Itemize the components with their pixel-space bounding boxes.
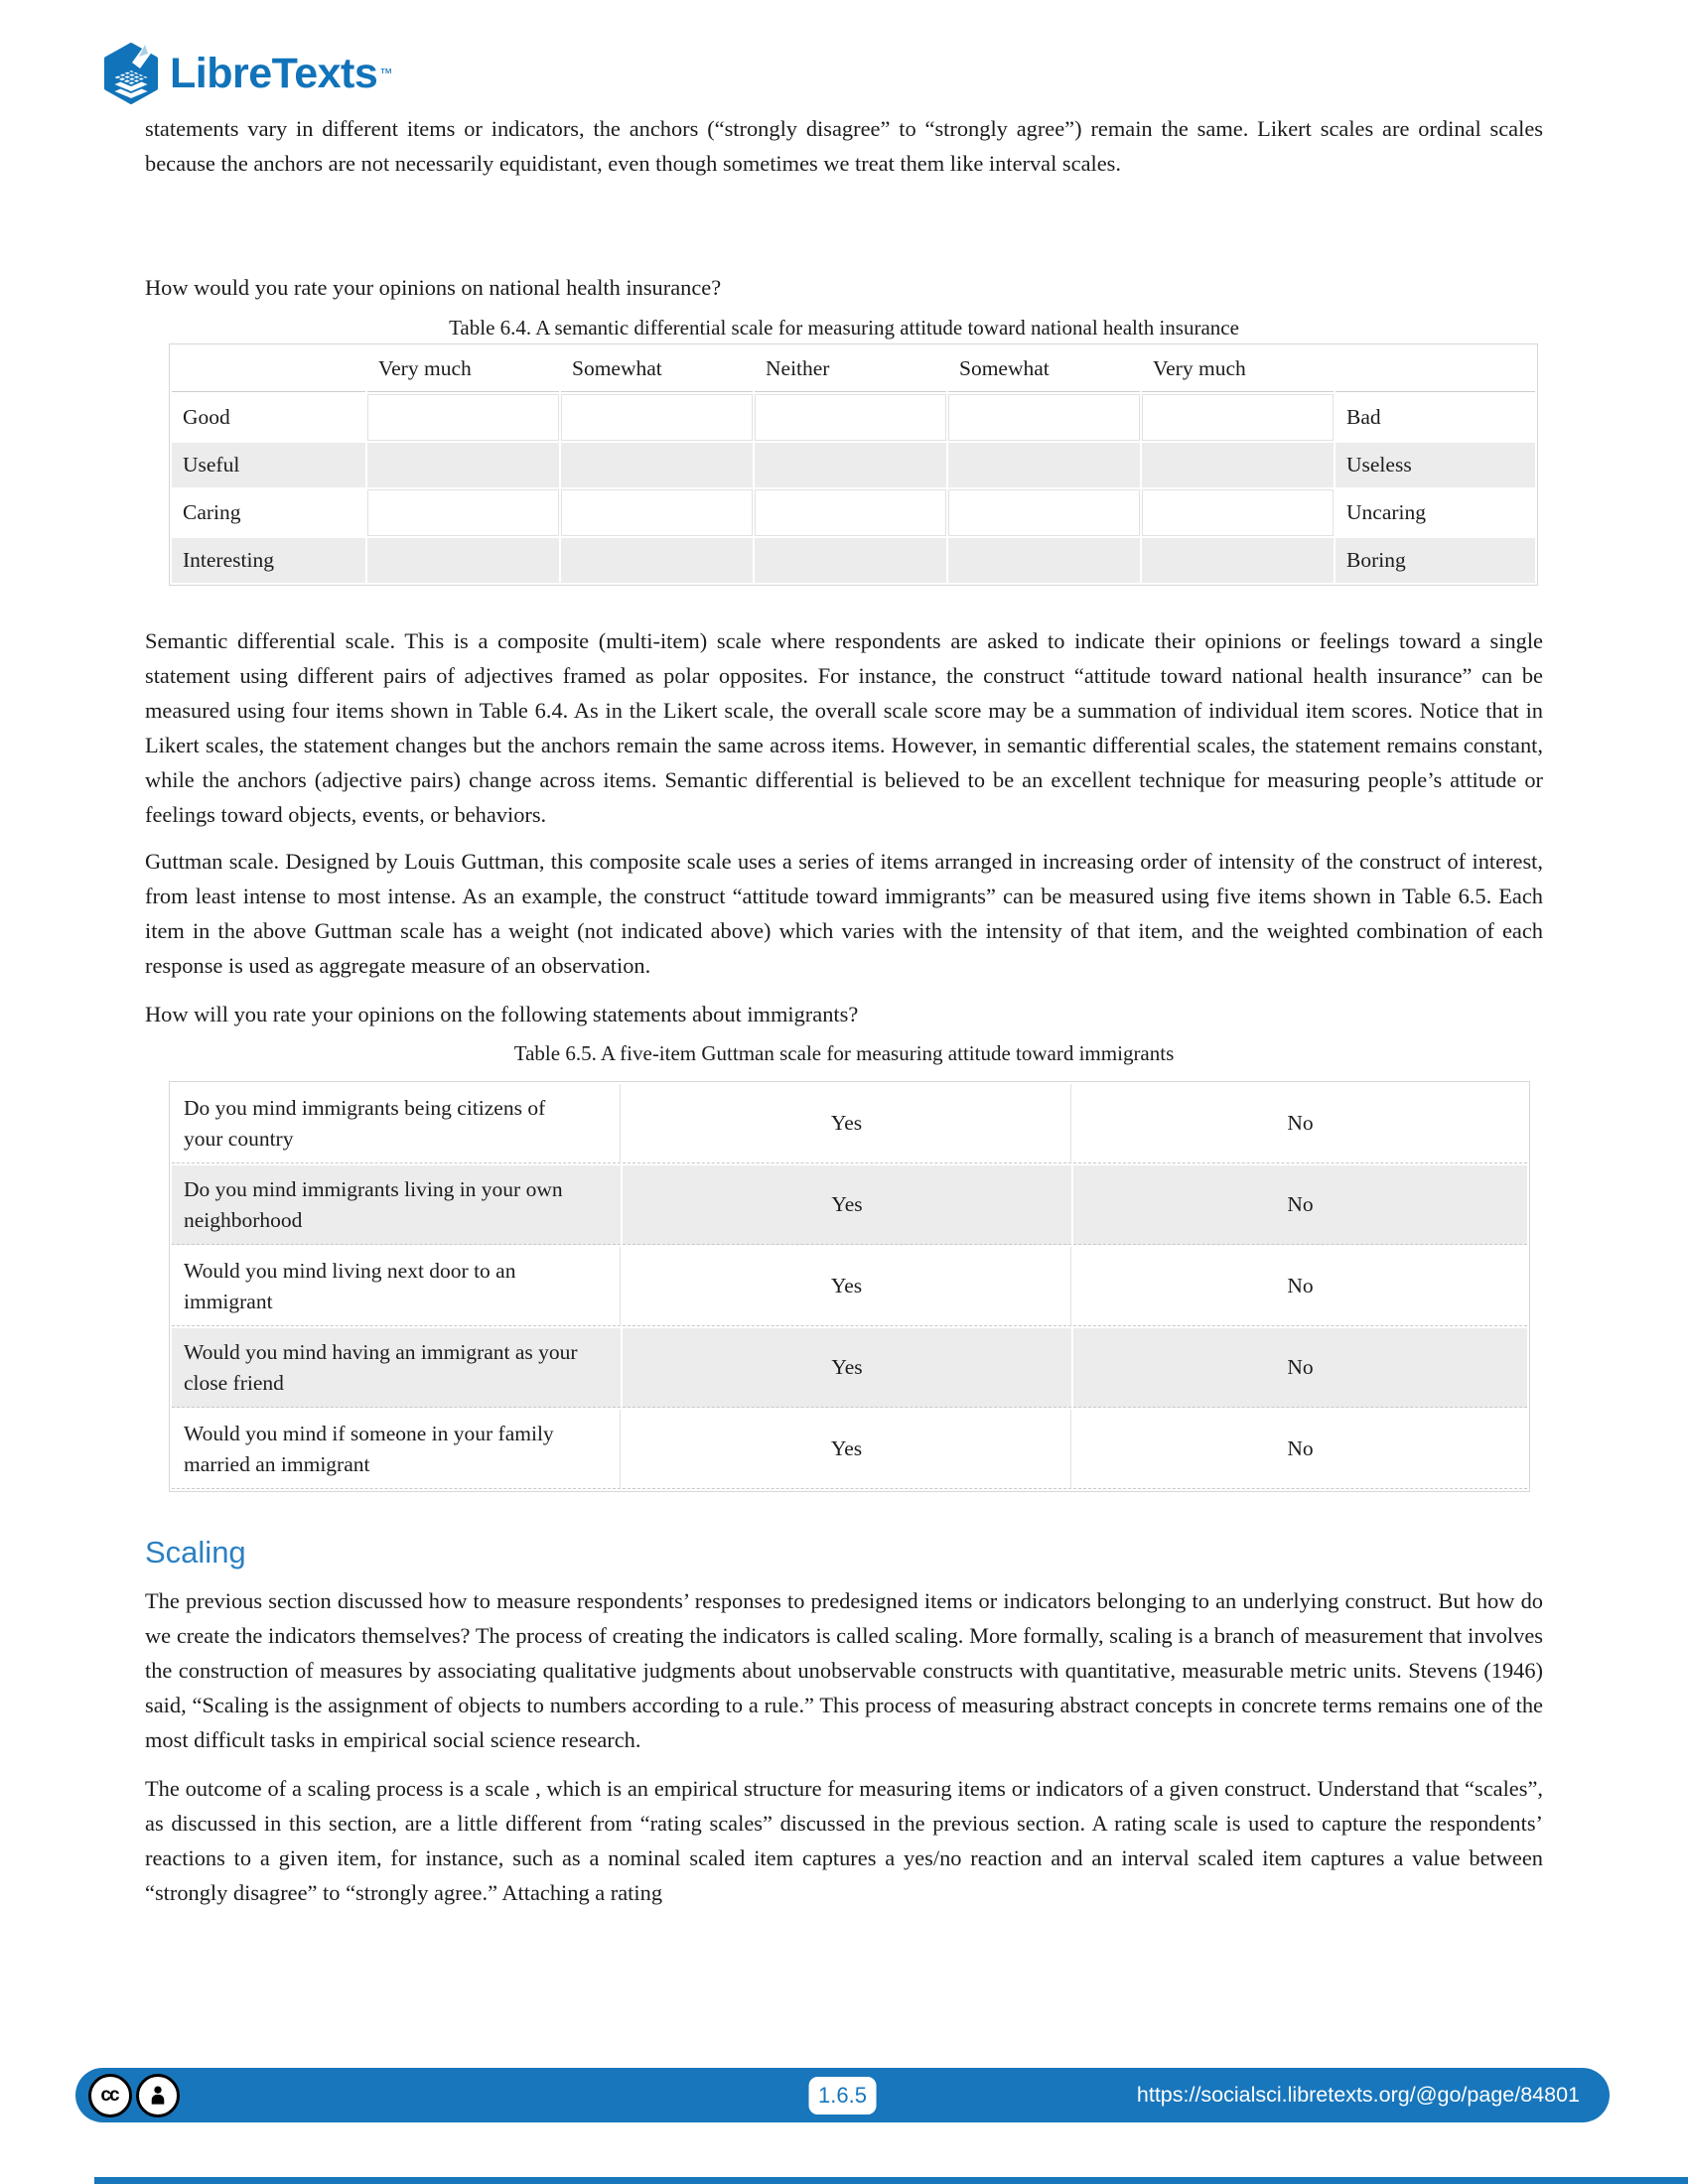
page-content — [145, 0, 1543, 1910]
table-6-5-caption: Table 6.5. A five-item Guttman scale for measuring attitude toward immigrants — [513, 1041, 1175, 1065]
rating-cell — [755, 443, 946, 487]
no-option: No — [1073, 1165, 1527, 1245]
footer-link[interactable]: https://socialsci.libretexts.org/@go/page/84801 — [1136, 2083, 1580, 2107]
rating-cell — [755, 489, 946, 536]
trademark-symbol: ™ — [379, 66, 393, 80]
no-option: No — [1073, 1328, 1527, 1408]
scaling-paragraph-1: The previous section discussed how to measure respondents’ responses to predesigned items or indicators belonging to an underlying construct. But how do we create the indicators themselves? The process of creating the indicators is called scaling. More formally, scaling is a branch of measurement that involves the construction of measures by associating qualitative judgments about unobservable constructs with quantitative, measurable metric units. Stevens (1946) said, “Scaling is the assignment of objects to numbers according to a rule.” This process of measuring abstract concepts in concrete terms remains one of the most difficult tasks in empirical social science research. — [145, 1588, 1543, 1752]
attribution-person-icon[interactable] — [136, 2074, 180, 2117]
table-row — [172, 1084, 1527, 1163]
person-glyph — [145, 2083, 171, 2109]
no-option: No — [1073, 1410, 1527, 1489]
table-row — [172, 1165, 1527, 1245]
adjective-right: Bad — [1336, 394, 1535, 441]
page-version-badge: 1.6.5 — [808, 2077, 877, 2115]
rating-cell — [367, 489, 559, 536]
guttman-item: Do you mind immigrants living in your own neighborhood — [172, 1165, 621, 1245]
rating-cell — [561, 489, 753, 536]
brand-wordmark: LibreTexts — [170, 50, 378, 97]
adjective-right: Boring — [1336, 538, 1535, 583]
table-6-4-caption: Table 6.4. A semantic differential scale for measuring attitude toward national health insurance — [449, 316, 1239, 340]
table-row — [172, 489, 1535, 536]
scaling-section-heading: Scaling — [145, 1535, 246, 1570]
rating-cell — [367, 394, 559, 441]
rating-cell — [1142, 538, 1334, 583]
yes-option: Yes — [623, 1084, 1071, 1163]
table-header-row — [172, 346, 1535, 392]
anchor-header: Somewhat — [948, 346, 1140, 392]
rating-cell — [1142, 394, 1334, 441]
semantic-differential-table — [169, 343, 1538, 586]
intro-paragraph: statements vary in different items or indicators, the anchors (“strongly disagree” to “strongly agree”) remain the same. Likert scales are ordinal scales because the anchors are not necessarily equidistant, even though sometimes we treat them like interval scales. — [145, 116, 1543, 176]
anchor-header: Very much — [367, 346, 559, 392]
yes-option: Yes — [623, 1410, 1071, 1489]
guttman-item: Would you mind if someone in your family married an immigrant — [172, 1410, 621, 1489]
rating-cell — [367, 538, 559, 583]
table-row — [172, 1247, 1527, 1326]
adjective-left: Interesting — [172, 538, 365, 583]
scaling-paragraph-2: The outcome of a scaling process is a scale , which is an empirical structure for measuring items or indicators of a given construct. Understand that “scales”, as discussed in this section, are a little different from “rating scales” discussed in the previous section. A rating scale is used to capture the respondents’ reactions to a given item, for instance, such as a nominal scaled item captures a yes/no reaction and an interval scaled item captures a value between “strongly disagree” to “strongly agree.” Attaching a rating — [145, 1776, 1543, 1905]
rating-cell — [1142, 489, 1334, 536]
no-option: No — [1073, 1247, 1527, 1326]
no-option: No — [1073, 1084, 1527, 1163]
adjective-right: Useless — [1336, 443, 1535, 487]
rating-cell — [561, 394, 753, 441]
adjective-left: Caring — [172, 489, 365, 536]
footer-bar — [75, 2068, 1610, 2122]
rating-cell — [1142, 443, 1334, 487]
adjective-left: Useful — [172, 443, 365, 487]
health-question: How would you rate your opinions on national health insurance? — [145, 275, 722, 300]
rating-cell — [948, 443, 1140, 487]
anchor-header: Neither — [755, 346, 946, 392]
table-row — [172, 538, 1535, 583]
cc-glyph: cc — [100, 2084, 118, 2106]
guttman-item: Would you mind living next door to an immigrant — [172, 1247, 621, 1326]
empty-header-cell — [172, 346, 365, 392]
guttman-scale-table — [169, 1081, 1530, 1492]
rating-cell — [561, 538, 753, 583]
immigrant-question: How will you rate your opinions on the following statements about immigrants? — [145, 1002, 859, 1026]
table-row — [172, 443, 1535, 487]
rating-cell — [561, 443, 753, 487]
rating-cell — [948, 538, 1140, 583]
license-badges[interactable] — [88, 2074, 184, 2117]
adjective-right: Uncaring — [1336, 489, 1535, 536]
guttman-item: Would you mind having an immigrant as your close friend — [172, 1328, 621, 1408]
yes-option: Yes — [623, 1165, 1071, 1245]
table-row — [172, 1328, 1527, 1408]
semantic-differential-paragraph: Semantic differential scale. This is a composite (multi-item) scale where respondents are asked to indicate their opinions or feelings toward a single statement using different pairs of adjectives framed as polar opposites. For instance, the construct “attitude toward national health insurance” can be measured using four items shown in Table 6.4. As in the Likert scale, the overall scale score may be a summation of individual item scores. Notice that in Likert scales, the statement changes but the anchors remain the same across items. However, in semantic differential scales, the statement remains constant, while the anchors (adjective pairs) change across items. Semantic differential is believed to be an excellent technique for measuring people’s attitude or feelings toward objects, events, or behaviors. — [145, 628, 1543, 827]
table-row — [172, 1410, 1527, 1489]
table-row — [172, 394, 1535, 441]
cc-icon[interactable] — [88, 2074, 132, 2117]
yes-option: Yes — [623, 1328, 1071, 1408]
bottom-edge-strip — [94, 2177, 1688, 2184]
rating-cell — [755, 394, 946, 441]
rating-cell — [948, 489, 1140, 536]
rating-cell — [948, 394, 1140, 441]
guttman-paragraph: Guttman scale. Designed by Louis Guttman, this composite scale uses a series of items arranged in increasing order of intensity of the construct of interest, from least intense to most intense. As an example, the construct “attitude toward immigrants” can be measured using five items shown in Table 6.5. Each item in the above Guttman scale has a weight (not indicated above) which varies with the intensity of that item, and the weighted combination of each response is used as aggregate measure of an observation. — [145, 849, 1543, 978]
adjective-left: Good — [172, 394, 365, 441]
rating-cell — [367, 443, 559, 487]
anchor-header: Somewhat — [561, 346, 753, 392]
yes-option: Yes — [623, 1247, 1071, 1326]
rating-cell — [755, 538, 946, 583]
empty-header-cell — [1336, 346, 1535, 392]
guttman-item: Do you mind immigrants being citizens of your country — [172, 1084, 621, 1163]
anchor-header: Very much — [1142, 346, 1334, 392]
